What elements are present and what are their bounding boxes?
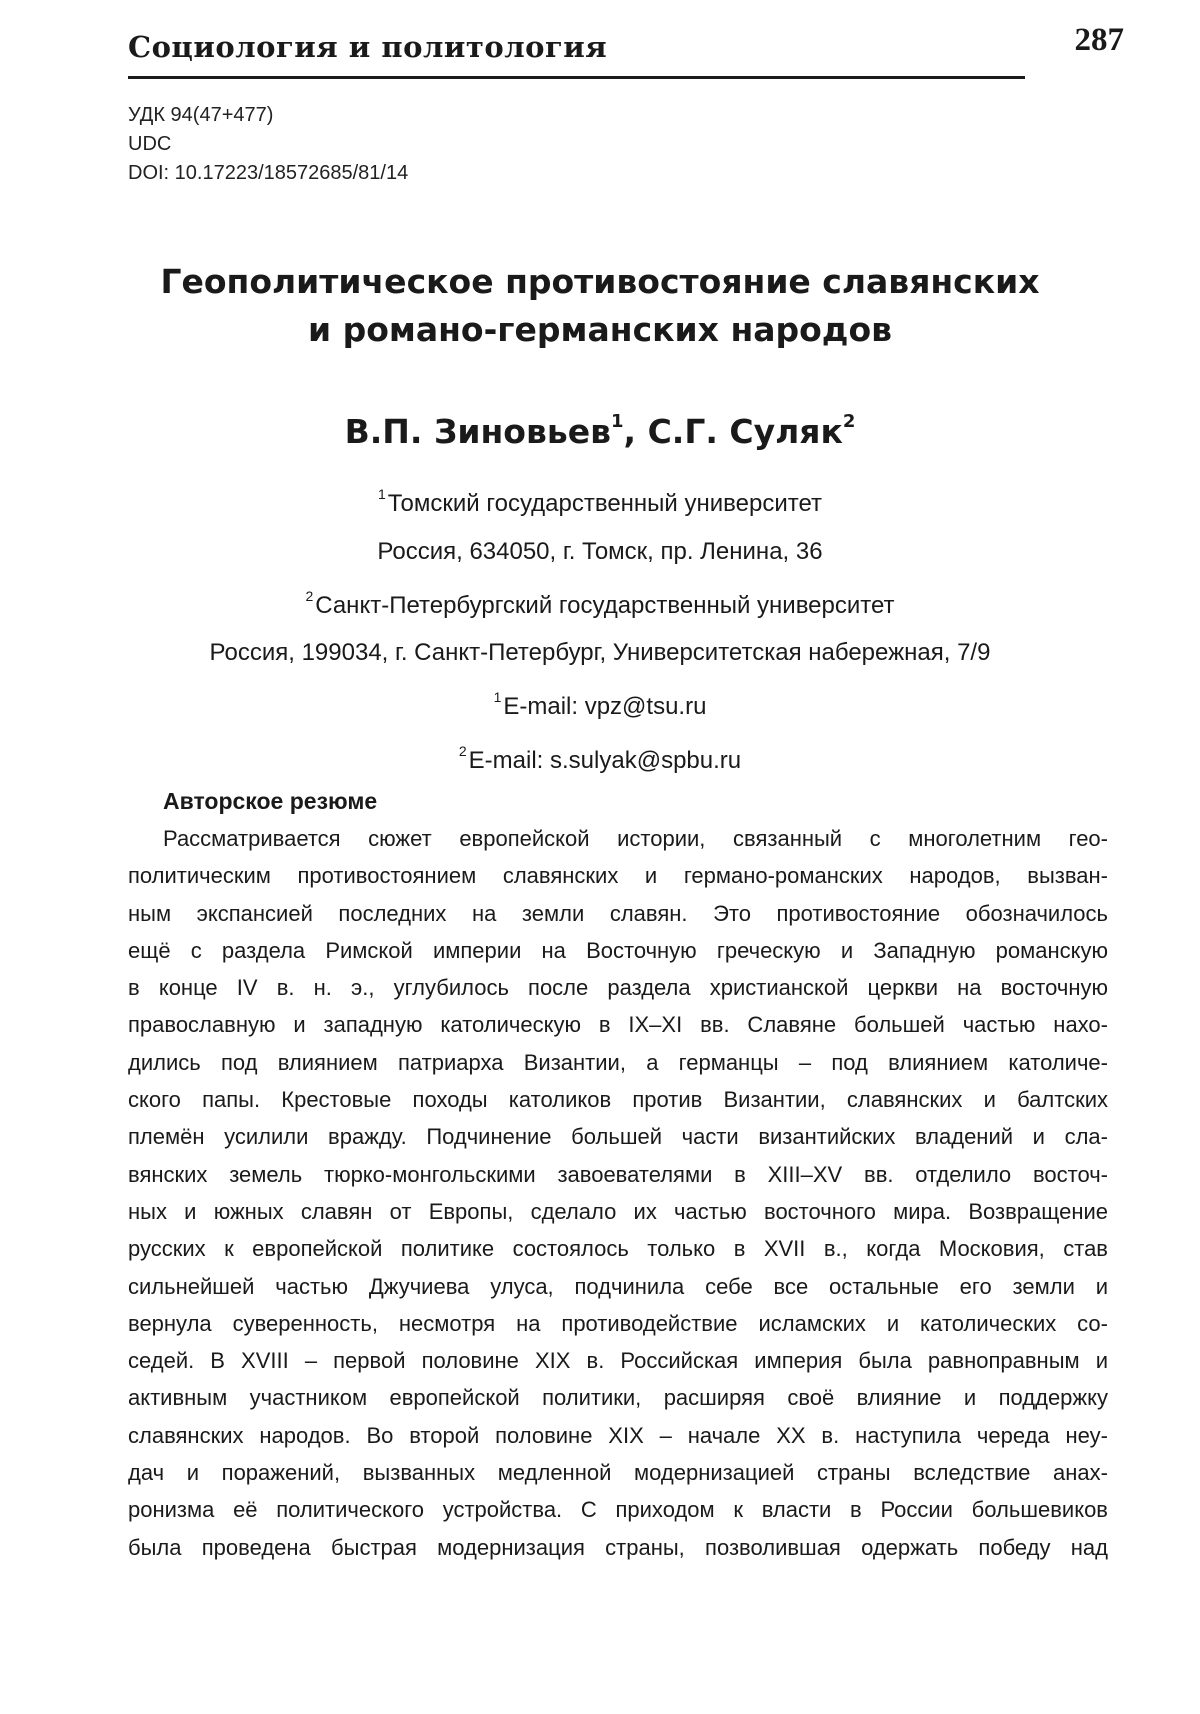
abstract-line: ным экспансией последних на земли славян. Это противостояние обозначилось (128, 900, 1108, 926)
abstract-body (128, 820, 1108, 1566)
header-rule (128, 76, 1025, 79)
abstract-line: Рассматривается сюжет европейской истории, связанный с многолетним гео- (163, 826, 1108, 851)
page-number: 287 (1074, 22, 1124, 58)
affiliation-1-name (120, 474, 1080, 528)
abstract-line: русских к европейской политике состоялось только в XVII в., когда Московия, став (128, 1236, 1108, 1262)
email-text: E-mail: s.sulyak@spbu.ru (468, 746, 742, 774)
affiliation-mark: 1 (493, 689, 502, 706)
doi: DOI: 10.17223/18572685/81/14 (128, 162, 409, 184)
abstract-heading: Авторское резюме (163, 788, 378, 814)
abstract-line: сильнейшей частью Джучиева улуса, подчинила себе все остальные его земли и (128, 1273, 1108, 1299)
title-line-2: и романо-германских народов (307, 310, 893, 349)
abstract-line: седей. В XVIII – первой половине XIX в. Российская империя была равноправным и (128, 1348, 1108, 1374)
abstract-line: в конце IV в. н. э., углубилось после раздела христианской церкви на восточную (128, 975, 1108, 1001)
abstract-line: ронизма её политического устройства. С приходом к власти в России большевиков (128, 1497, 1108, 1523)
author-separator: , (623, 412, 648, 451)
abstract-line: вернула суверенность, несмотря на противодействие исламских и католических со- (128, 1310, 1108, 1336)
author-2-affiliation-mark: 2 (842, 411, 856, 432)
abstract-line: дились под влиянием патриарха Византии, а германцы – под влиянием католиче- (128, 1049, 1108, 1075)
affiliation-2-name (120, 576, 1080, 630)
abstract-line: была проведена быстрая модернизация страны, позволившая одержать победу над (128, 1534, 1108, 1560)
abstract-line: ещё с раздела Римской империи на Восточную греческую и Западную романскую (128, 937, 1108, 963)
authors (120, 404, 1080, 454)
running-head (128, 22, 1128, 82)
affiliation-text: Томский государственный университет (387, 490, 823, 517)
abstract-line: политическим противостоянием славянских и германо-романских народов, вызван- (128, 863, 1108, 889)
abstract-line: славянских народов. Во второй половине XIX – начале XX в. наступила череда неу- (128, 1422, 1108, 1448)
email-1 (120, 677, 1080, 731)
udk-code: УДК 94(47+477) (128, 104, 274, 126)
article-metadata (128, 101, 408, 188)
email-2 (120, 731, 1080, 785)
affiliation-text: Россия, 199034, г. Санкт-Петербург, Университетская набережная, 7/9 (209, 639, 991, 667)
affiliation-text: Россия, 634050, г. Томск, пр. Ленина, 36 (377, 537, 823, 565)
affiliation-text: Санкт-Петербургский государственный университет (315, 591, 895, 619)
affiliation-mark: 2 (458, 742, 467, 759)
abstract-line: дач и поражений, вызванных медленной модернизацией страны вследствие анах- (128, 1460, 1108, 1486)
affiliation-1-address (120, 528, 1080, 576)
affiliation-mark: 2 (305, 587, 314, 604)
title-line-1: Геополитическое противостояние славянских (160, 262, 1040, 301)
article-title (120, 258, 1080, 354)
abstract-line: активным участником европейской политики, расширяя своё влияние и поддержку (128, 1385, 1108, 1411)
abstract-line: ского папы. Крестовые походы католиков против Византии, славянских и балтских (128, 1087, 1108, 1113)
abstract-line: православную и западную католическую в IX–XI вв. Славяне большей частью нахо- (128, 1012, 1108, 1038)
abstract-line: ных и южных славян от Европы, сделало их частью восточного мира. Возвращение (128, 1198, 1108, 1224)
affiliation-2-address (120, 629, 1080, 677)
author-2-name: С.Г. Суляк (647, 412, 843, 451)
email-text: E-mail: vpz@tsu.ru (503, 693, 707, 721)
affiliation-mark: 1 (377, 486, 386, 502)
udc-code: UDC (128, 133, 172, 155)
section-title: Социология и политология (128, 30, 608, 64)
author-1-affiliation-mark: 1 (611, 411, 624, 432)
author-1-name: В.П. Зиновьев (344, 412, 611, 451)
affiliations (120, 474, 1080, 785)
abstract-line: вянских земель тюрко-монгольскими завоевателями в XIII–XV вв. отделило восточ- (128, 1161, 1108, 1187)
abstract-line: племён усилили вражду. Подчинение большей части византийских владений и сла- (128, 1124, 1108, 1150)
